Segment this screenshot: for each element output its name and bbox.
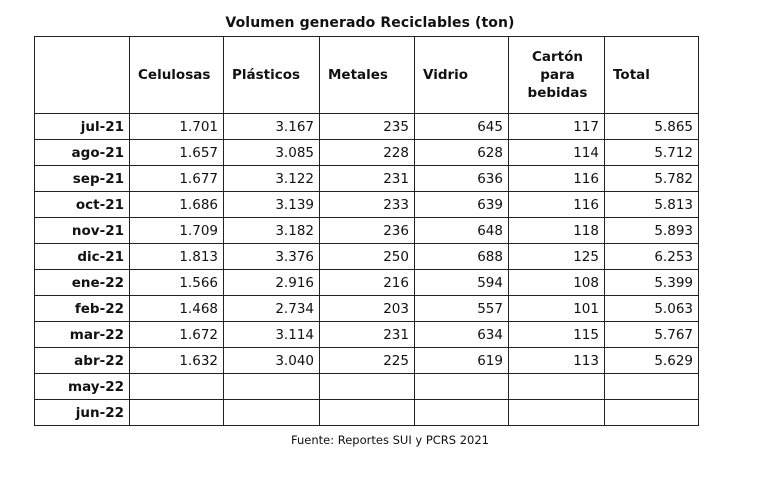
table-cell: 225: [320, 348, 415, 374]
table-row: [35, 218, 699, 244]
column-header-metales: Metales: [320, 37, 415, 114]
table-cell: 117: [509, 114, 605, 140]
row-month-label: ago-21: [35, 140, 130, 166]
table-row: [35, 166, 699, 192]
row-month-label: oct-21: [35, 192, 130, 218]
table-cell: 3.122: [224, 166, 320, 192]
column-header-carton-para-bebidas: Cartón para bebidas: [509, 37, 605, 114]
table-cell: 3.040: [224, 348, 320, 374]
table-cell: 1.657: [130, 140, 224, 166]
table-cell: 594: [415, 270, 509, 296]
table-cell: 3.139: [224, 192, 320, 218]
table-cell: 2.916: [224, 270, 320, 296]
table-cell: 3.085: [224, 140, 320, 166]
table-cell: 3.376: [224, 244, 320, 270]
column-header-celulosas: Celulosas: [130, 37, 224, 114]
row-month-label: may-22: [35, 374, 130, 400]
table-cell: 619: [415, 348, 509, 374]
table-row: [35, 296, 699, 322]
recyclables-table: [34, 36, 699, 426]
table-cell: 5.629: [605, 348, 699, 374]
table-cell: 5.399: [605, 270, 699, 296]
table-cell: 216: [320, 270, 415, 296]
row-month-label: nov-21: [35, 218, 130, 244]
table-cell: 235: [320, 114, 415, 140]
table-cell: [130, 400, 224, 426]
table-cell: [415, 374, 509, 400]
table-cell: [224, 400, 320, 426]
table-row: [35, 114, 699, 140]
table-cell: 125: [509, 244, 605, 270]
table-cell: 236: [320, 218, 415, 244]
table-cell: 5.865: [605, 114, 699, 140]
column-header-month: [35, 37, 130, 114]
table-cell: [509, 400, 605, 426]
table-row: [35, 140, 699, 166]
source-note: Fuente: Reportes SUI y PCRS 2021: [291, 433, 489, 447]
table-cell: [509, 374, 605, 400]
table-cell: [130, 374, 224, 400]
table-cell: [224, 374, 320, 400]
table-cell: [605, 400, 699, 426]
table-cell: 116: [509, 166, 605, 192]
table-cell: 5.063: [605, 296, 699, 322]
row-month-label: ene-22: [35, 270, 130, 296]
table-cell: 114: [509, 140, 605, 166]
table-cell: 5.893: [605, 218, 699, 244]
table-cell: 636: [415, 166, 509, 192]
table-body: [35, 114, 699, 426]
table-cell: 231: [320, 166, 415, 192]
table-cell: 115: [509, 322, 605, 348]
table-cell: 1.709: [130, 218, 224, 244]
table-row: [35, 374, 699, 400]
table-cell: 634: [415, 322, 509, 348]
table-cell: 231: [320, 322, 415, 348]
table-cell: 1.686: [130, 192, 224, 218]
table-row: [35, 192, 699, 218]
table-title: Volumen generado Reciclables (ton): [225, 15, 515, 31]
header-row: [35, 37, 699, 114]
table-row: [35, 244, 699, 270]
table-cell: 1.701: [130, 114, 224, 140]
table-cell: 5.813: [605, 192, 699, 218]
table-cell: 118: [509, 218, 605, 244]
row-month-label: jul-21: [35, 114, 130, 140]
table-cell: 6.253: [605, 244, 699, 270]
table-cell: 5.782: [605, 166, 699, 192]
column-header-vidrio: Vidrio: [415, 37, 509, 114]
table-cell: 1.672: [130, 322, 224, 348]
column-header-total: Total: [605, 37, 699, 114]
table-cell: 3.114: [224, 322, 320, 348]
table-cell: 3.182: [224, 218, 320, 244]
table-cell: 233: [320, 192, 415, 218]
row-month-label: sep-21: [35, 166, 130, 192]
table-cell: 116: [509, 192, 605, 218]
table-cell: 228: [320, 140, 415, 166]
table-cell: 108: [509, 270, 605, 296]
table-row: [35, 400, 699, 426]
table-cell: 1.566: [130, 270, 224, 296]
table-cell: 639: [415, 192, 509, 218]
row-month-label: jun-22: [35, 400, 130, 426]
table-cell: 557: [415, 296, 509, 322]
table-cell: 5.767: [605, 322, 699, 348]
table-cell: [605, 374, 699, 400]
table-cell: 1.813: [130, 244, 224, 270]
table-cell: 250: [320, 244, 415, 270]
row-month-label: feb-22: [35, 296, 130, 322]
table-cell: 645: [415, 114, 509, 140]
row-month-label: dic-21: [35, 244, 130, 270]
table-cell: 1.468: [130, 296, 224, 322]
row-month-label: abr-22: [35, 348, 130, 374]
column-header-plasticos: Plásticos: [224, 37, 320, 114]
table-cell: 113: [509, 348, 605, 374]
table-cell: 101: [509, 296, 605, 322]
table-cell: 2.734: [224, 296, 320, 322]
row-month-label: mar-22: [35, 322, 130, 348]
table-cell: [320, 400, 415, 426]
table-cell: 1.677: [130, 166, 224, 192]
table-row: [35, 322, 699, 348]
table-cell: 5.712: [605, 140, 699, 166]
table-row: [35, 270, 699, 296]
table-cell: 3.167: [224, 114, 320, 140]
table-cell: [415, 400, 509, 426]
table-cell: [320, 374, 415, 400]
table-cell: 648: [415, 218, 509, 244]
table-cell: 203: [320, 296, 415, 322]
table-row: [35, 348, 699, 374]
table-cell: 688: [415, 244, 509, 270]
table-cell: 1.632: [130, 348, 224, 374]
table-cell: 628: [415, 140, 509, 166]
